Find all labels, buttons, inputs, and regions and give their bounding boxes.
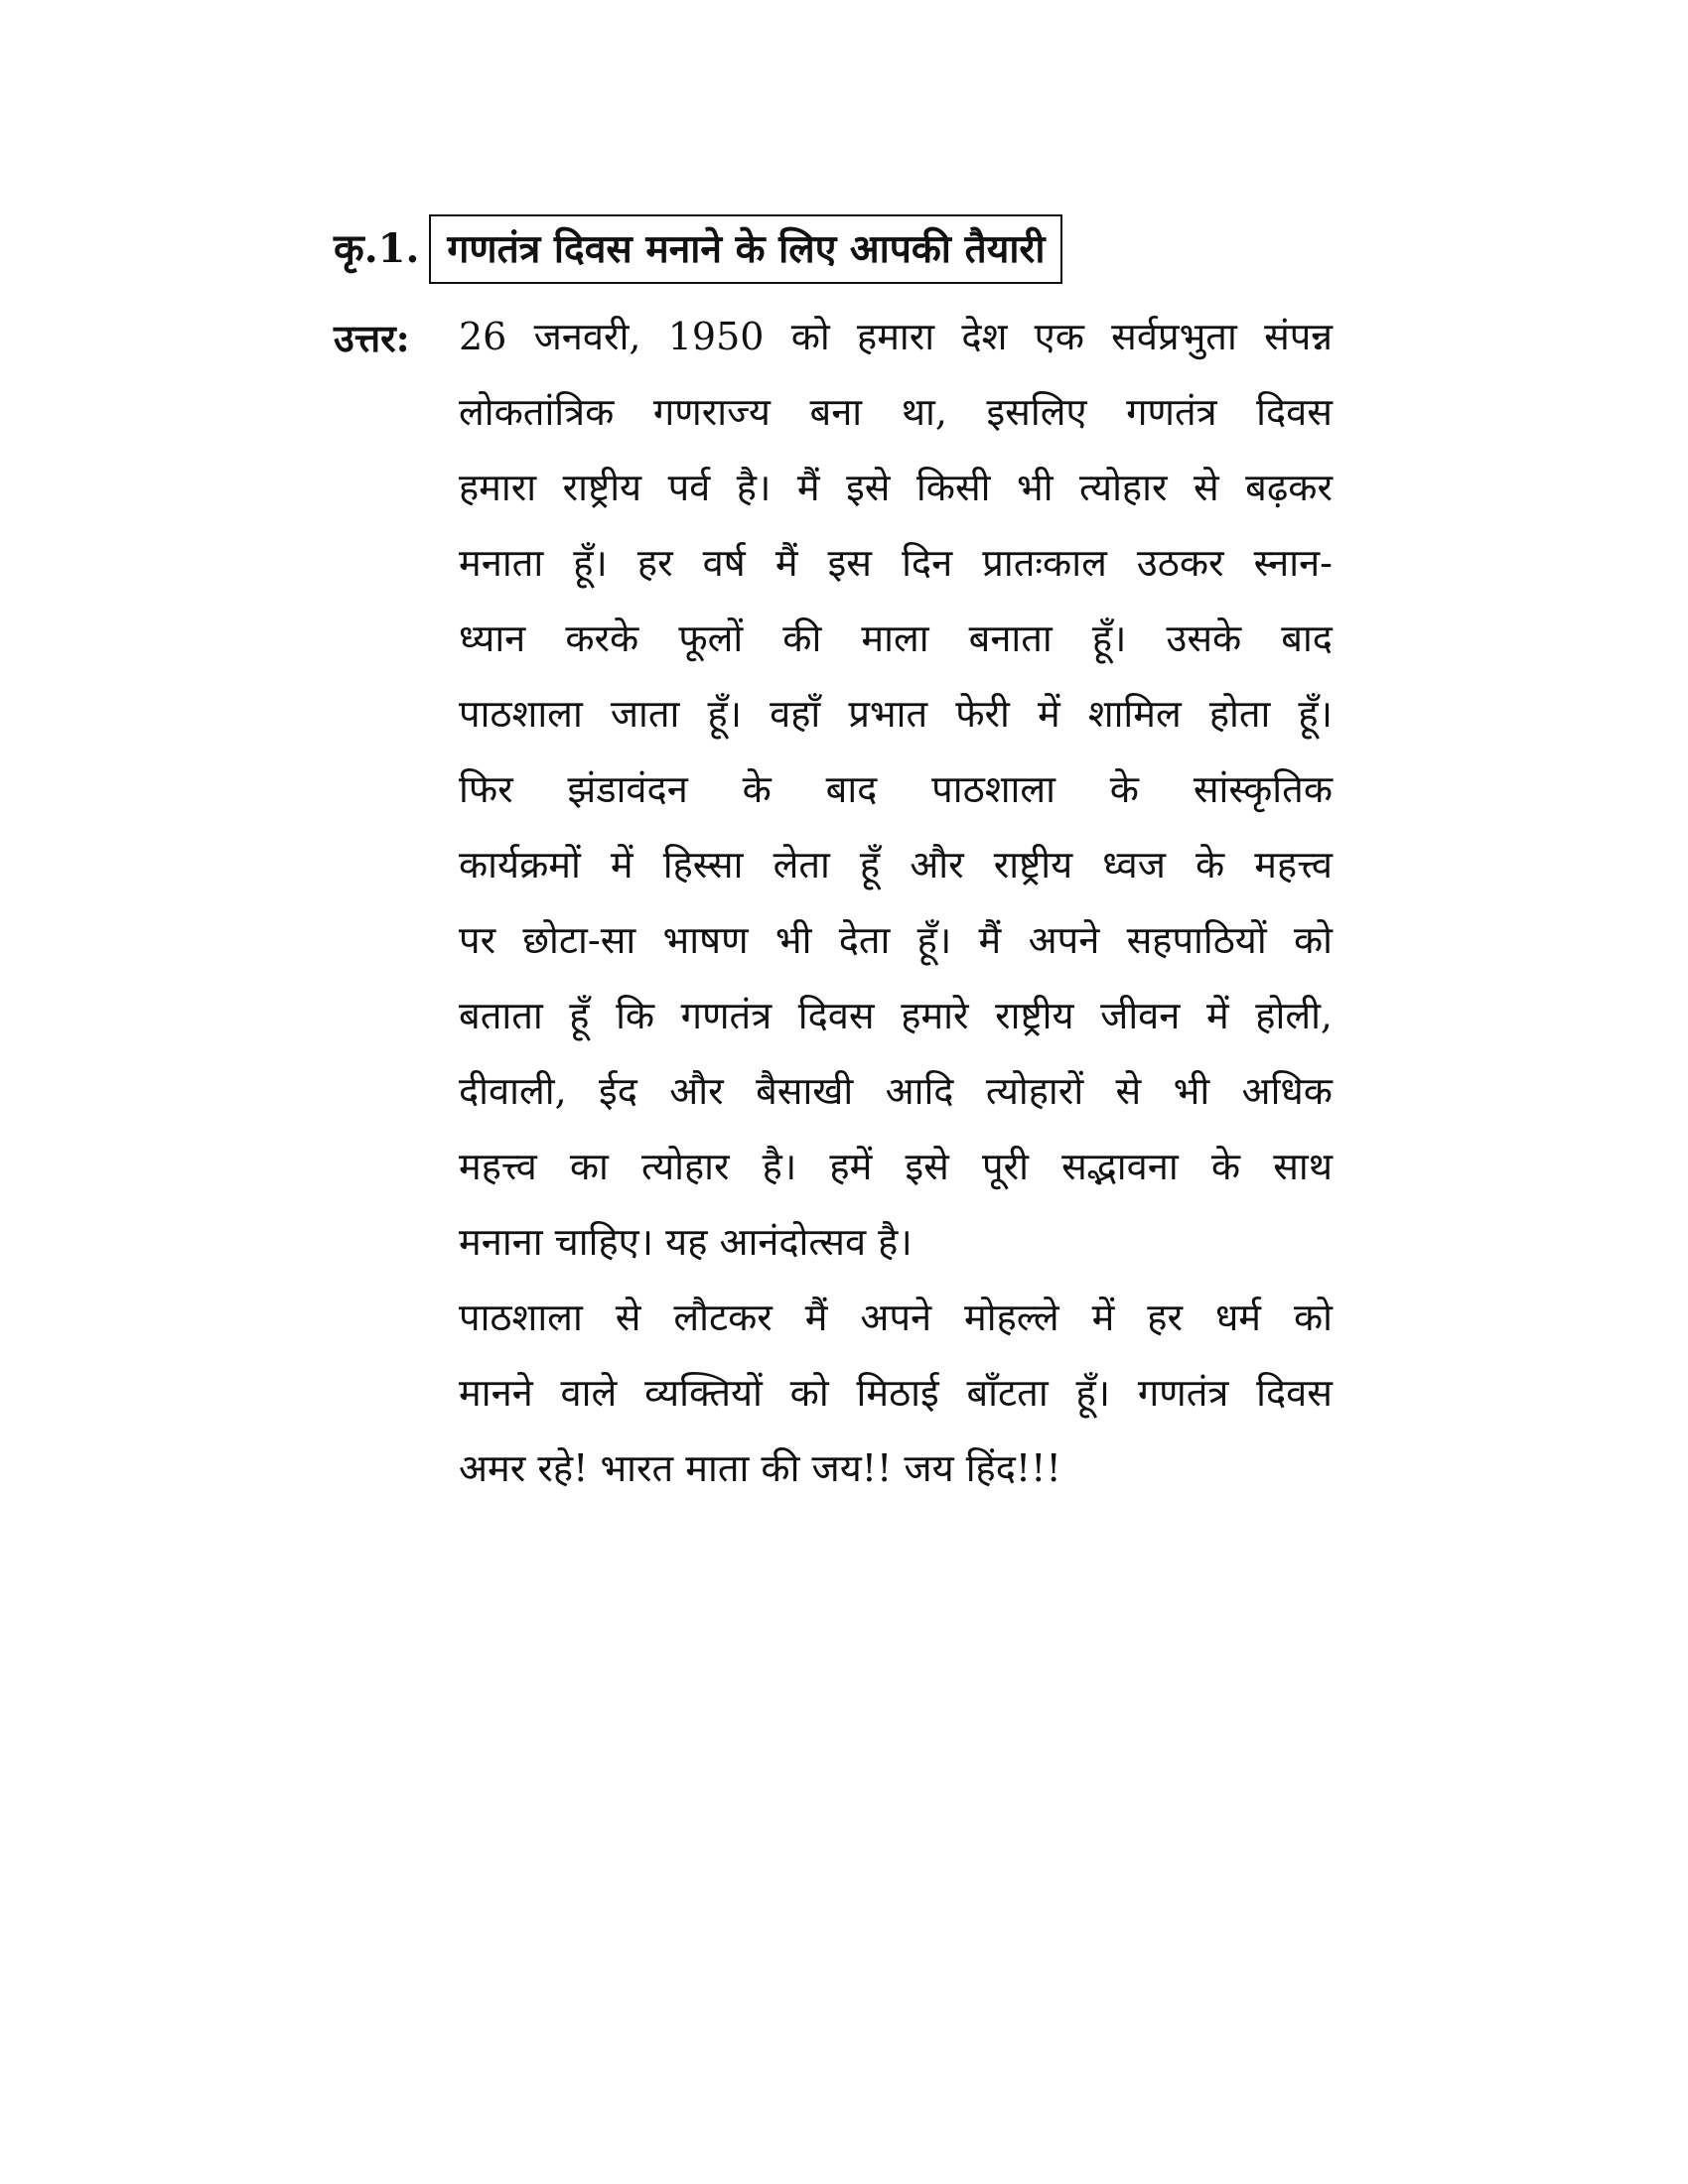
answer-line: पाठशाला से लौटकर मैं अपने मोहल्ले में हर धर्म को xyxy=(459,1296,1333,1339)
answer-line: दीवाली, ईद और बैसाखी आदि त्योहारों से भी अधिक xyxy=(459,1069,1333,1113)
answer-line: मनाता हूँ। हर वर्ष मैं इस दिन प्रातःकाल उठकर स्नान- xyxy=(459,541,1333,585)
answer-line: ध्यान करके फूलों की माला बनाता हूँ। उसके बाद xyxy=(459,616,1333,660)
answer-line: 26 जनवरी, 1950 को हमारा देश एक सर्वप्रभुता संपन्न xyxy=(459,315,1333,358)
answer-line: मानने वाले व्यक्तियों को मिठाई बाँटता हूँ। गणतंत्र दिवस xyxy=(459,1371,1333,1415)
question-number: कृ.1. xyxy=(334,225,420,272)
question-heading xyxy=(334,206,1062,292)
answer-line: पाठशाला जाता हूँ। वहाँ प्रभात फेरी में शामिल होता हूँ। xyxy=(459,692,1333,736)
answer-line: हमारा राष्ट्रीय पर्व है। मैं इसे किसी भी त्योहार से बढ़कर xyxy=(459,466,1333,509)
answer-label: उत्तर: xyxy=(334,316,410,360)
answer-line: बताता हूँ कि गणतंत्र दिवस हमारे राष्ट्रीय जीवन में होली, xyxy=(459,994,1333,1037)
answer-line: पर छोटा-सा भाषण भी देता हूँ। मैं अपने सहपाठियों को xyxy=(459,918,1333,962)
answer-text xyxy=(459,315,1334,1525)
answer-line: मनाना चाहिए। यह आनंदोत्सव है। xyxy=(459,1220,913,1264)
answer-line: अमर रहे! भारत माता की जय!! जय हिंद!!! xyxy=(459,1446,1061,1490)
answer-line: लोकतांत्रिक गणराज्य बना था, इसलिए गणतंत्र दिवस xyxy=(459,390,1334,434)
answer-line: फिर झंडावंदन के बाद पाठशाला के सांस्कृतिक xyxy=(459,767,1333,811)
question-title: गणतंत्र दिवस मनाने के लिए आपकी तैयारी xyxy=(429,214,1062,285)
answer-line: महत्त्व का त्योहार है। हमें इसे पूरी सद्भावना के साथ xyxy=(459,1145,1333,1188)
answer-line: कार्यक्रमों में हिस्सा लेता हूँ और राष्ट्रीय ध्वज के महत्त्व xyxy=(459,843,1333,887)
